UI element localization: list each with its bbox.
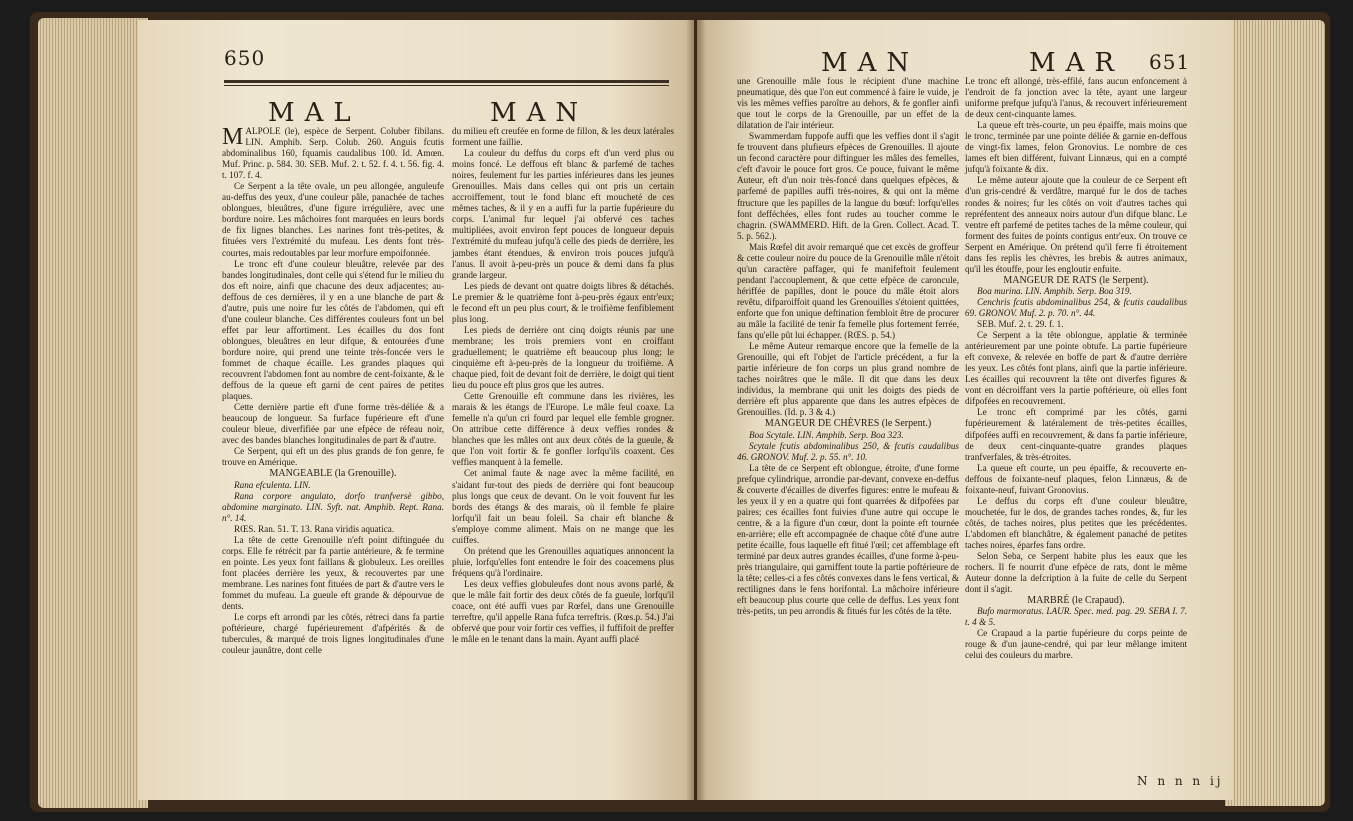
left-page xyxy=(138,20,694,800)
signature-mark: N n n n ij xyxy=(1137,774,1224,788)
text-column-1 xyxy=(222,126,444,786)
running-head-right-column: MAN xyxy=(490,98,589,128)
header-rule-thin xyxy=(224,85,669,86)
running-head-right-column: MAR xyxy=(1029,48,1124,78)
paragraph: Cette Grenouille eft commune dans les rivières, les marais & les étangs de l'Europe. Le mâle feul coaxe. La femelle n'a qu'un cri fourd par lequel elle femble grogner. On attribue cette différence à deux veffies rondes & blanches que les mâles ont aux deux côtés de la gueule, & que l'on voit fortir & fe gonfler lorfqu'ils coaxent. Ces veffies manquent à la femelle. xyxy=(452,391,674,468)
entry-heading: MANGEUR DE RATS (le Serpent). xyxy=(1003,274,1149,286)
text-column-1 xyxy=(737,76,959,776)
paragraph: La queue eft courte, un peu épaiffe, & recouverte en-deffous de foixante-neuf plaques, felon Linnæus, & de foixante-neuf, fuivant Gronovius. xyxy=(965,462,1187,495)
paragraph: Le tronc eft d'une couleur bleuâtre, relevée par des bandes longitudinales, dont celle qui s'étend fur le milieu du dos eft noire, ainfi que chacune des deux adjacentes; au-deffous de ces dernières, il y en a une blanche de part & d'autre, puis une noire fur les côtés de l'abdomen, qui eft d'une couleur blanche. Ces différentes couleurs font un bel effet par leur affortiment. Les écailles du dos font oblongues, bleuâtres en leur difque, & entourées d'une bordure noire, qui prend une teinte très-foncée vers le fommet de chaque écaille. Les grandes plaques qui recouvrent l'abdomen font au nombre de cent-foixante, & le deffous de la queue eft garni de cent paires de petites plaques. xyxy=(222,258,444,402)
paragraph: Selon Seba, ce Serpent habite plus les eaux que les rochers. Il fe nourrit d'une efpèce de rats, dont le même Auteur donne la defcription à la fuite de celle du Serpent dont il s'agit. xyxy=(965,551,1187,595)
latin-name: Boa murina. LIN. Amphib. Serp. Boa 319. xyxy=(977,285,1132,296)
entry-heading: MANGEABLE (la Grenouille). xyxy=(269,468,397,480)
page-number: 651 xyxy=(1149,50,1191,74)
latin-description: Rana corpore angulato, dorfo tranfversè gibbo, abdomine marginato. LIN. Syft. nat. Amphib. Rept. Rana. n°. 14. xyxy=(222,490,444,523)
page-number: 650 xyxy=(224,46,266,70)
text-column-2 xyxy=(452,126,674,786)
book-gutter xyxy=(686,20,706,800)
latin-name: Boa Scytale. LIN. Amphib. Serp. Boa 323. xyxy=(749,429,904,440)
paragraph: Mais Rœfel dit avoir remarqué que cet excès de groffeur & cette couleur noire du pouce de la Grenouille mâle n'étoit qu'un caractère paffager, qui fe manifeftoit feulement pendant l'accouplement, & que cette efpèce de caroncule, hériffée de papilles, dont le pouce du mâle étoit alors revêtu, difparoiffoit quand les Grenouilles s'étoient quittées, enforte que fon unique deftination fembloit être de procurer au mâle la facilité de tenir fa femelle plus fortement ferrée, fans qu'elle pût lui échapper. (RŒS. p. 54.) xyxy=(737,241,959,341)
paragraph: Les pieds de devant ont quatre doigts libres & détachés. Le premier & le quatrième font à-peu-près égaux entr'eux; le fecond eft un peu plus court, & le troifième fenfiblement plus long. xyxy=(452,280,674,324)
latin-name: Rana efculenta. LIN. xyxy=(234,479,311,490)
paragraph: Ce Serpent a la tête ovale, un peu allongée, anguleufe au-deffus des yeux, d'une couleur pâle, panachée de taches oblongues, bleuâtres, d'une figure irrégulière, avec une bordure noire. Les mâchoires font marquées en leurs bords de fix lignes blanches. Les narines font très-petites, & fituées vers l'extrémité du mufeau. Les dents font très-courtes, mais redoutables par leur morfure empoifonnée. xyxy=(222,181,444,258)
reference: RŒS. Ran. 51. T. 13. Rana viridis aquatica. xyxy=(234,523,395,534)
paragraph: Swammerdam fuppofe auffi que les veffies dont il s'agit fe trouvent dans plufieurs efpèces de Grenouilles. Il ajoute un fecond caractère pour diftinguer les mâles des femelles, c'eft d'avoir le pouce fort gros. Ce pouce, fuivant le même Auteur, eft d'un noir très-foncé dans quelques efpèces, & parfemé de papilles auffi très-noires, & qui ont la même ftructure que les papilles de la langue du bœuf: lorfqu'elles font defféchées, elles font rudes au toucher comme le chagrin. (SWAMMERD. Hift. de la Gren. Collect. Acad. T. 5. p. 562.). xyxy=(737,131,959,241)
paragraph: Cet animal faute & nage avec la même facilité, en s'aidant fur-tout des pieds de derrière qui font beaucoup plus longs que ceux de devant. On le voit fouvent fur les bords des étangs & des marais, où il femble fe plaire lorfqu'il fait un beau foleil. Sa chair eft blanche & s'employe comme aliment. Mais on ne mange que les cuiffes. xyxy=(452,468,674,545)
latin-description: Scytale fcutis abdominalibus 250, & fcutis caudalibus 46. GRONOV. Muf. 2. p. 55. n°. 10. xyxy=(737,440,959,462)
paragraph: Le deffus du corps eft d'une couleur bleuâtre, mouchetée, fur le dos, de grandes taches rondes, &, fur les côtés, de taches noires, plus petites que les précédentes. L'abdomen eft blanchâtre, & également panaché de petites taches noires, éparfes fans ordre. xyxy=(965,495,1187,550)
paragraph: Les pieds de derrière ont cinq doigts réunis par une membrane; les trois premiers vont en croiffant graduellement; le quatrième eft beaucoup plus long; le cinquième eft à-peu-près de la longueur du troifième. A chaque pied, foit de devant foit de derrière, le doigt qui tient lieu du pouce eft plus gros que les autres. xyxy=(452,324,674,391)
reference: SEB. Muf. 2. t. 29. f. 1. xyxy=(977,319,1064,330)
paragraph: du milieu eft creufée en forme de fillon, & les deux latérales forment une faillie. xyxy=(452,126,674,148)
page-edges-left xyxy=(38,18,148,808)
paragraph: Ce Serpent, qui eft un des plus grands de fon genre, fe trouve en Amérique. xyxy=(222,446,444,468)
right-page xyxy=(697,20,1233,800)
paragraph: Ce Crapaud a la partie fupérieure du corps peinte de rouge & d'un jaune-cendré, qui par leur mêlange imitent celui des couleurs du marbre. xyxy=(965,628,1187,661)
paragraph: On prétend que les Grenouilles aquatiques annoncent la pluie, lorfqu'elles font entendre le foir des coacemens plus fréquens qu'à l'ordinaire. xyxy=(452,545,674,578)
entry-heading: MANGEUR DE CHÈVRES (le Serpent.) xyxy=(764,418,932,430)
paragraph: Le tronc eft comprimé par les côtés, garni fupérieurement & latéralement de très-petites écailles, difpofées auffi en recouvrement, & dans fa partie inférieure, de deux cent-cinquante-quatre grandes plaques tranfverfales, & très-étroites. xyxy=(965,407,1187,462)
entry-heading: MARBRÉ (le Crapaud). xyxy=(1027,595,1125,607)
paragraph: Ce Serpent a la tête oblongue, applatie & terminée antérieurement par une pointe obtufe. La partie fupérieure eft convexe, & relevée en boffe de part & d'autre derrière les yeux. Les côtés font plans, ainfi que la partie inférieure. Les écailles qui recouvrent la tête ont diverfes figures & vont en décroiffant vers la partie poftérieure, où elles font difpofées en recouvrement. xyxy=(965,330,1187,407)
latin-name: Bufo marmoratus. LAUR. Spec. med. pag. 29. SEBA I. 7. t. 4 & 5. xyxy=(965,606,1187,628)
paragraph: Cette dernière partie eft d'une forme très-déliée & a beaucoup de longueur. Sa furface fupérieure eft d'une couleur bleue, diverfifiée par une efpèce de réfeau noir, avec des bandes blanches longitudinales de part & d'autre. xyxy=(222,402,444,446)
latin-description: Cenchris fcutis abdominalibus 254, & fcutis caudalibus 69. GRONOV. Muf. 2. p. 70. n°. 44. xyxy=(965,296,1187,318)
paragraph: La queue eft très-courte, un peu épaiffe, mais moins que le tronc, terminée par une pointe déliée & garnie en-deffous de vingt-fix lames, felon Gronovius. Le nombre de ces lames eft bien différent, fuivant Linnæus, qui en a compté jufqu'à foixante & dix. xyxy=(965,120,1187,175)
page-edges-right xyxy=(1225,20,1325,806)
paragraph: La tête de cette Grenouille n'eft point diftinguée du corps. Elle fe rétrécit par fa partie antérieure, & fe termine en pointe. Les yeux font faillans & globuleux. Les oreilles font placées derrière les yeux, & recouvertes par une membrane. Les narines font fituées de part & d'autre vers le fommet du mufeau. La gueule eft grande & dépourvue de dents. xyxy=(222,534,444,612)
paragraph: Le corps eft arrondi par les côtés, rétreci dans fa partie poftérieure, chargé fupérieurement d'afpérités & de tubercules, & marqué de trois lignes longitudinales d'une couleur jaunâtre, dont celle xyxy=(222,612,444,656)
running-head-left-column: MAL xyxy=(268,98,361,128)
paragraph: une Grenouille mâle fous le récipient d'une machine pneumatique, dès que l'on eut commencé à faire le vuide, je vis les mêmes veffies paroître au dehors, & fe gonfler ainfi que tout le corps de la Grenouille, par un effet de la dilatation de l'air intérieur. xyxy=(737,76,959,131)
header-rule xyxy=(224,80,669,83)
drop-cap: M xyxy=(222,124,244,150)
paragraph: Le même auteur ajoute que la couleur de ce Serpent eft d'un gris-cendré & verdâtre, marqué fur le dos de taches rondes & noires; fur les côtés on voit d'autres taches qui repréfentent des anneaux noirs autour d'un difque blanc. Le ventre eft parfemé de petites taches de la même couleur, qui forment des fuites de points contigus entr'eux. On trouve ce Serpent en Amérique. On prétend qu'il ferre fi étroitement dans fes replis les chèvres, les brebis & autres animaux, qu'il les étouffe, pour les engloutir enfuite. xyxy=(965,175,1187,274)
paragraph: Les deux veffies globuleufes dont nous avons parlé, & que le mâle fait fortir des deux côtés de fa gueule, lorfqu'il coace, ont été auffi vues par Rœfel, dans une Grenouille terreftre, qu'il appelle Rana fufca terreftris. (Rœs.p. 54.) J'ai obfervé que pour voir fortir ces veffies, il fuffifoit de preffer le mâle en le tenant dans la main. Ayant auffi placé xyxy=(452,578,674,645)
paragraph: La couleur du deffus du corps eft d'un verd plus ou moins foncé. Le deffous eft blanc & parfemé de taches noires, feulement fur les parties inférieures dans les jeunes Grenouilles. Mais dans celles qui ont pris un certain accroiffement, tout le fond blanc eft moucheté de ces mêmes taches, & il y en a auffi fur la partie fupérieure du corps. L'animal fur lequel j'ai obfervé ces taches multipliées, avoit environ fept pouces de longueur depuis l'extrémité du mufeau jufqu'à celle des pieds de derrière, les jambes étant étendues, & environ trois pouces jufqu'à l'anus. Il avoit à-peu-près un pouce & demi dans fa plus grande largeur. xyxy=(452,148,674,280)
running-head-left-column: MAN xyxy=(821,48,920,78)
paragraph: Le même Auteur remarque encore que la femelle de la Grenouille, qui eft l'objet de l'article précédent, a fur la partie inférieure de fon corps un plus grand nombre de taches noirâtres que le mâle. Il dit que dans les deux individus, la membrane qui unit les doigts des pieds de derrière eft plus apparente que dans les autres efpèces de Grenouilles. (Id. p. 3 & 4.) xyxy=(737,341,959,418)
text-column-2 xyxy=(965,76,1187,776)
paragraph: La tête de ce Serpent eft oblongue, étroite, d'une forme prefque cylindrique, arrondie par-devant, convexe en-deffus & couverte d'écailles de diverfes figures: entre le mufeau & les yeux il y en a quatre qui font quarrées & difpofées par paires; ces écailles font fuivies d'une autre qui occupe le centre, & a la figure d'un cœur, dont la pointe eft tournée en-arrière; elle eft accompagnée de chaque côté d'une autre petite écaille, fous laquelle eft fitué l'œil; cet affemblage eft terminé par deux autres grandes écailles, d'une forme à-peu-près triangulaire, qui garniffent toute la partie poftérieure de la tête; celles-ci a fes côtés convexes dans le fens vertical, & rectilignes dans le fens horifontal. La mâchoire inférieure eft beaucoup plus courte que celle de deffus. Les yeux font très-petits, un peu arrondis & fitués fur les côtés de la tête. xyxy=(737,462,959,617)
paragraph: Le tronc eft allongé, très-effilé, fans aucun enfoncement à l'endroit de fa jonction avec la tête, ayant une largeur uniforme prefque jufqu'à l'anus, & recouvert inférieurement de deux cent-cinquante lames. xyxy=(965,76,1187,120)
paragraph: MALPOLE (le), espèce de Serpent. Coluber fibilans. LIN. Amphib. Serp. Colub. 260. Anguis fcutis abdominalibus 160, fquamis caudalibus 100. Id. Amœn. Muf. Princ. p. 584. 30. SEB. Muf. 2. t. 52. f. 4. t. 56. fig. 4. t. 107. f. 4. xyxy=(222,124,444,181)
